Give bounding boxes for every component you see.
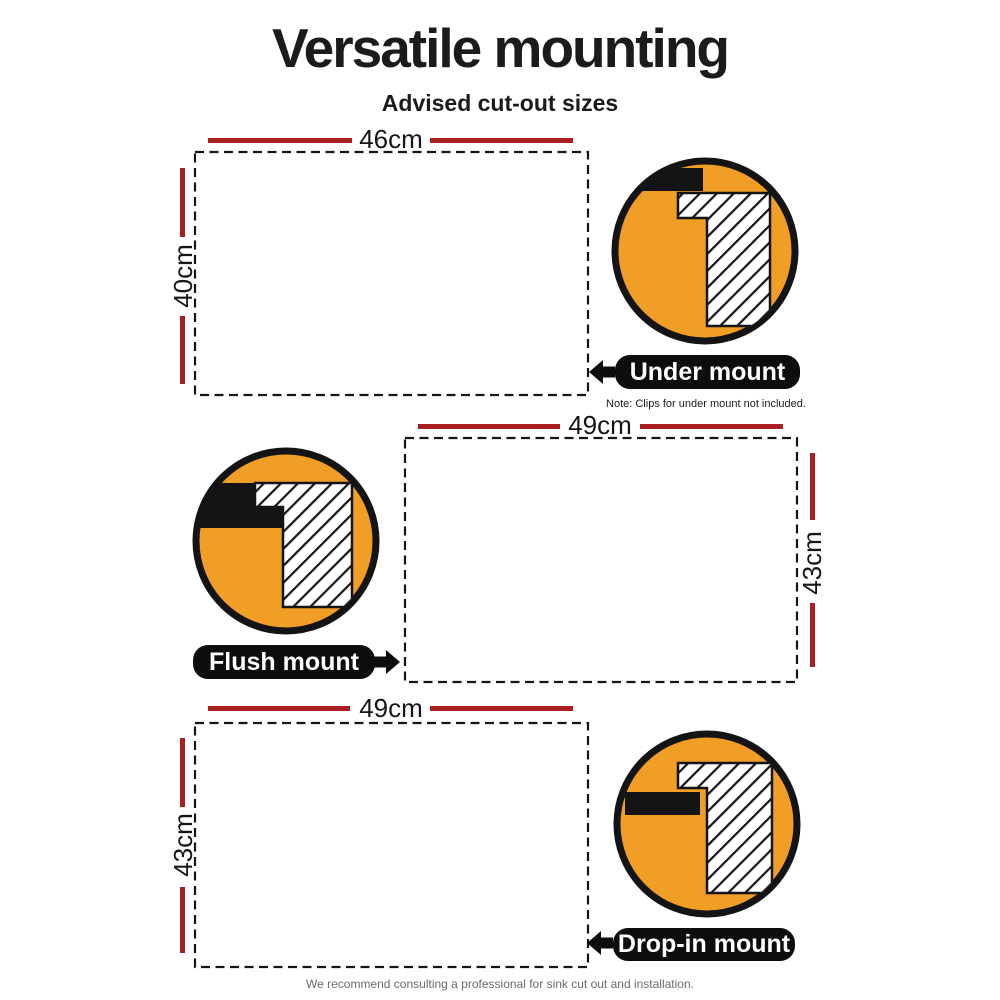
cutout-rect-under [195, 152, 588, 395]
dimension-lines-dropin [180, 706, 573, 953]
flush-mount-diagram [186, 441, 386, 641]
footer-note: We recommend consulting a professional for sink cut out and installation. [306, 977, 694, 991]
dim-height-under: 40cm [168, 244, 198, 308]
dim-width-flush: 49cm [568, 410, 632, 440]
cutout-rect-dropin [195, 723, 588, 967]
dropin-mount-diagram [607, 724, 807, 924]
sink-rim-shape [625, 792, 700, 815]
left-arrow-icon [587, 929, 613, 957]
page-subtitle: Advised cut-out sizes [381, 90, 619, 116]
dim-width-dropin: 49cm [359, 693, 423, 723]
dropin-mount-label: Drop-in mount [613, 928, 795, 961]
under-mount-diagram [605, 151, 805, 351]
dim-height-flush: 43cm [797, 531, 827, 595]
under-mount-note: Note: Clips for under mount not included. [606, 398, 806, 410]
dimension-lines-under [180, 138, 573, 384]
dimension-lines-flush [418, 424, 815, 667]
cutout-rect-flush [405, 438, 797, 682]
dim-height-dropin: 43cm [168, 813, 198, 877]
under-mount-label: Under mount [615, 355, 800, 389]
dim-width-under: 46cm [359, 124, 423, 154]
page-title: Versatile mounting [271, 17, 729, 79]
right-arrow-icon [374, 648, 400, 676]
left-arrow-icon [589, 358, 615, 386]
flush-mount-label: Flush mount [193, 645, 375, 679]
